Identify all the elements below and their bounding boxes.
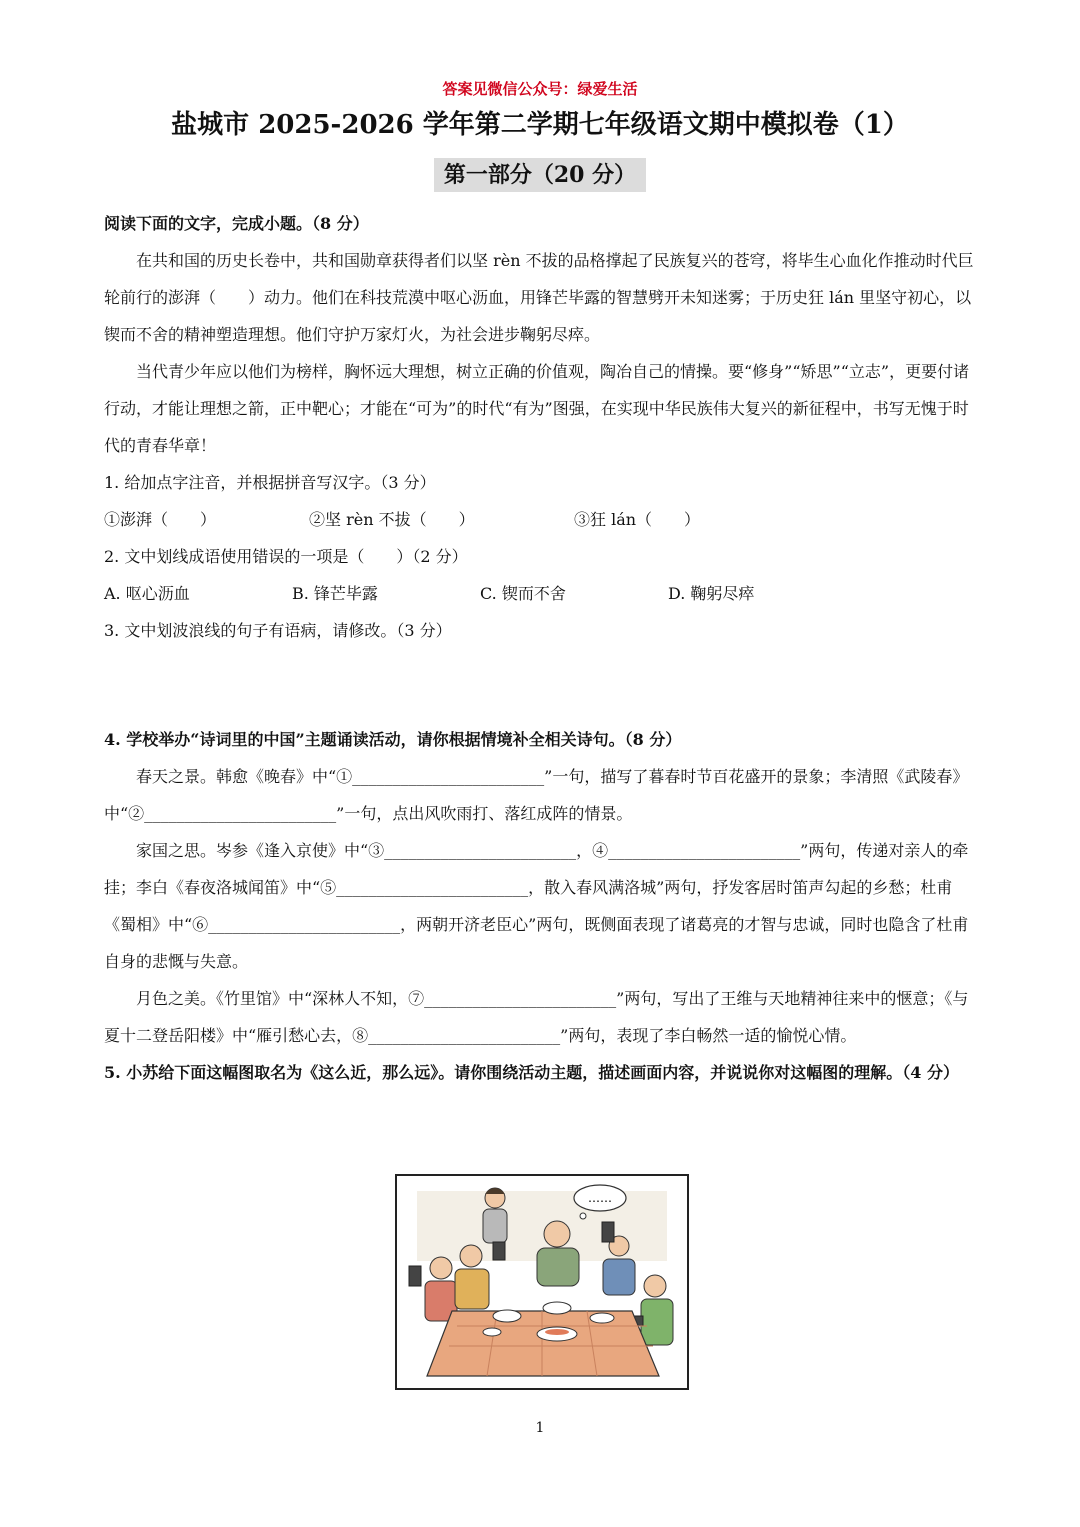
family-dinner-illustration <box>395 1174 689 1390</box>
question-3: 3. 文中划波浪线的句子有语病，请修改。（3 分） <box>104 621 452 640</box>
q2-option: C. 锲而不舍 <box>480 584 566 603</box>
part-heading: 第一部分（20 分） <box>434 158 646 192</box>
notice-text: 答案见微信公众号：绿爱生活 <box>442 80 638 98</box>
question-2-options <box>104 575 976 612</box>
q2-option: A. 呕心沥血 <box>104 584 190 603</box>
q4-paragraph-moon: 月色之美。《竹里馆》中“深林人不知，⑦________________________”两句，写出了王维与天地精神往来中的惬意；《与夏十二登岳阳楼》中“雁引愁心去，⑧________________________”两句，表现了李白畅然一适的愉悦心情。 <box>104 989 969 1045</box>
thought-bubble-text: …… <box>588 1191 612 1205</box>
passage-paragraph-1: 在共和国的历史长卷中，共和国勋章获得者们以坚 rèn 不拔的品格撑起了民族复兴的苍穹，将毕生心血化作推动时代巨轮前行的澎湃（ ）动力。他们在科技荒漠中呕心沥血，用锋芒毕露的智慧劈开未知迷雾；于历史狂 lán 里坚守初心，以锲而不舍的精神塑造理想。他们守护万家灯火，为社会进步鞠躬尽瘁。 <box>104 251 974 344</box>
question-1-items <box>104 501 976 538</box>
q4-paragraph-spring: 春天之景。韩愈《晚春》中“①________________________”一句，描写了暮春时节百花盛开的景象；李清照《武陵春》中“②________________________”一句，点出风吹雨打、落红成阵的情景。 <box>104 767 969 823</box>
section-1-instruction: 阅读下面的文字，完成小题。（8 分） <box>104 214 369 233</box>
q4-paragraph-homeland: 家国之思。岑参《逢入京使》中“③________________________，④________________________”两句，传递对亲人的牵挂；李白《春夜洛城闻笛》中“⑤________________________，散入春风满洛城”两句，抒发客居时笛声勾起的乡愁；杜甫《蜀相》中“⑥________________________，两朝开济老臣心”两句，既侧面表现了诸葛亮的才智与忠诚，同时也隐含了杜甫自身的悲慨与失意。 <box>104 841 969 971</box>
question-2: 2. 文中划线成语使用错误的一项是（ ）（2 分） <box>104 547 468 566</box>
q1-item: ③狂 lán（ ） <box>574 510 701 529</box>
q2-option: B. 锋芒毕露 <box>292 584 378 603</box>
section-1 <box>104 205 976 649</box>
page-number: 1 <box>535 1420 545 1436</box>
section-2 <box>104 721 976 1091</box>
q2-option: D. 鞠躬尽瘁 <box>668 584 755 603</box>
q1-item: ②坚 rèn 不拔（ ） <box>309 510 475 529</box>
question-4: 4. 学校举办“诗词里的中国”主题诵读活动，请你根据情境补全相关诗句。（8 分） <box>104 730 682 749</box>
question-1: 1. 给加点字注音，并根据拼音写汉字。（3 分） <box>104 473 436 492</box>
question-5: 5. 小苏给下面这幅图取名为《这么近，那么远》。请你围绕活动主题，描述画面内容，并说说你对这幅图的理解。（4 分） <box>104 1063 959 1082</box>
exam-title: 盐城市 2025-2026 学年第二学期七年级语文期中模拟卷（1） <box>171 110 909 140</box>
q1-item: ①澎湃（ ） <box>104 510 217 529</box>
passage-paragraph-2: 当代青少年应以他们为榜样，胸怀远大理想，树立正确的价值观，陶冶自己的情操。要“修身”“矫思”“立志”，更要付诸行动，才能让理想之箭，正中靶心；才能在“可为”的时代“有为”图强，在实现中华民族伟大复兴的新征程中，书写无愧于时代的青春华章！ <box>104 362 970 455</box>
